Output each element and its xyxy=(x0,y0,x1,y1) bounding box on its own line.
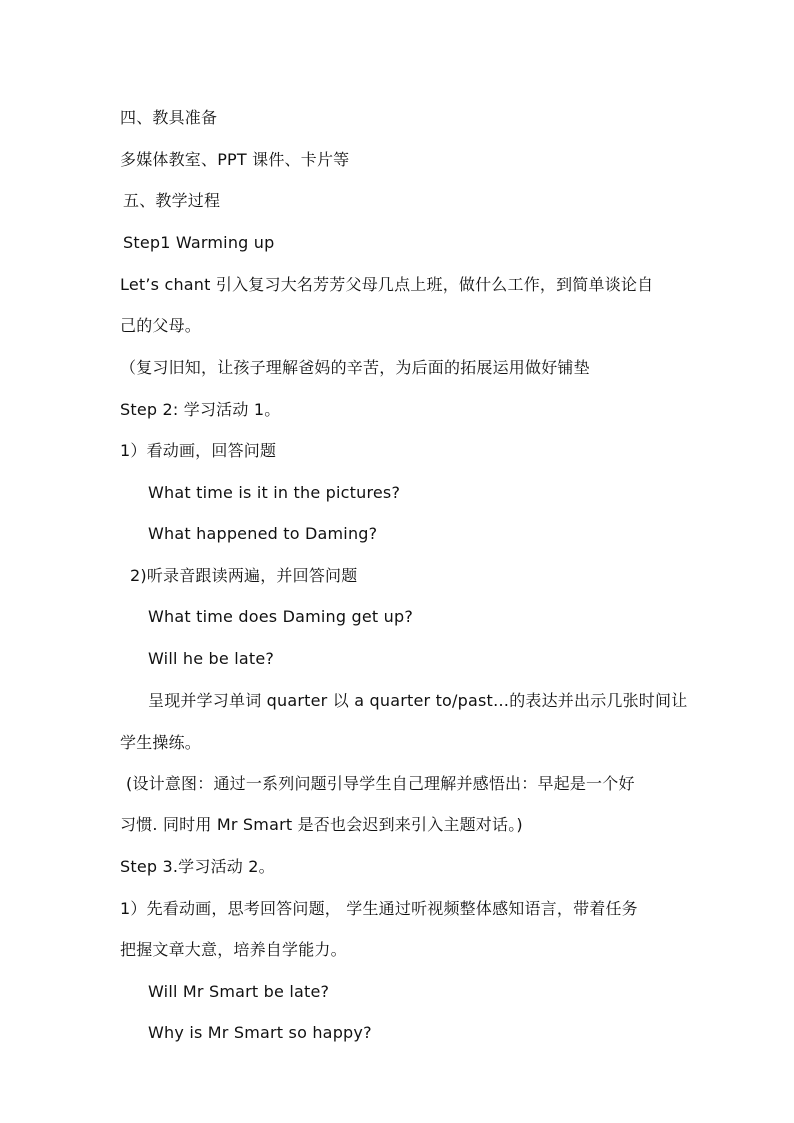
step1-heading: Step1 Warming up xyxy=(123,233,275,252)
step1-text-line2: 己的父母。 xyxy=(120,316,202,335)
step2-vocab-line1: 呈现并学习单词 quarter 以 a quarter to/past…的表达并出示几张时间让 xyxy=(148,691,688,710)
step2-question1: What time is it in the pictures? xyxy=(148,483,401,502)
step3-item1-line1: 1）先看动画，思考回答问题， 学生通过听视频整体感知语言，带着任务 xyxy=(120,899,638,918)
step1-text-line1: Let’s chant 引入复习大名芳芳父母几点上班，做什么工作，到简单谈论自 xyxy=(120,275,654,294)
teaching-aids-list: 多媒体教室、PPT 课件、卡片等 xyxy=(120,150,350,169)
step3-heading: Step 3.学习活动 2。 xyxy=(120,857,275,876)
section-heading-teaching-aids: 四、教具准备 xyxy=(120,108,218,127)
step2-question3: What time does Daming get up? xyxy=(148,607,414,626)
step2-heading: Step 2: 学习活动 1。 xyxy=(120,400,281,419)
step2-item2: 2)听录音跟读两遍，并回答问题 xyxy=(130,566,358,585)
section-heading-teaching-process: 五、教学过程 xyxy=(123,191,221,210)
step3-question2: Why is Mr Smart so happy? xyxy=(148,1023,372,1042)
step2-item1: 1）看动画，回答问题 xyxy=(120,441,277,460)
step2-intent-line1: (设计意图：通过一系列问题引导学生自己理解并感悟出：早起是一个好 xyxy=(126,774,635,793)
step3-question1: Will Mr Smart be late? xyxy=(148,982,330,1001)
step2-vocab-line2: 学生操练。 xyxy=(120,733,202,752)
step1-intent-note: （复习旧知，让孩子理解爸妈的辛苦，为后面的拓展运用做好铺垫 xyxy=(120,358,590,377)
step2-question4: Will he be late? xyxy=(148,649,275,668)
step2-intent-line2: 习惯. 同时用 Mr Smart 是否也会迟到来引入主题对话。) xyxy=(120,815,523,834)
step2-question2: What happened to Daming? xyxy=(148,524,378,543)
step3-item1-line2: 把握文章大意，培养自学能力。 xyxy=(120,940,347,959)
